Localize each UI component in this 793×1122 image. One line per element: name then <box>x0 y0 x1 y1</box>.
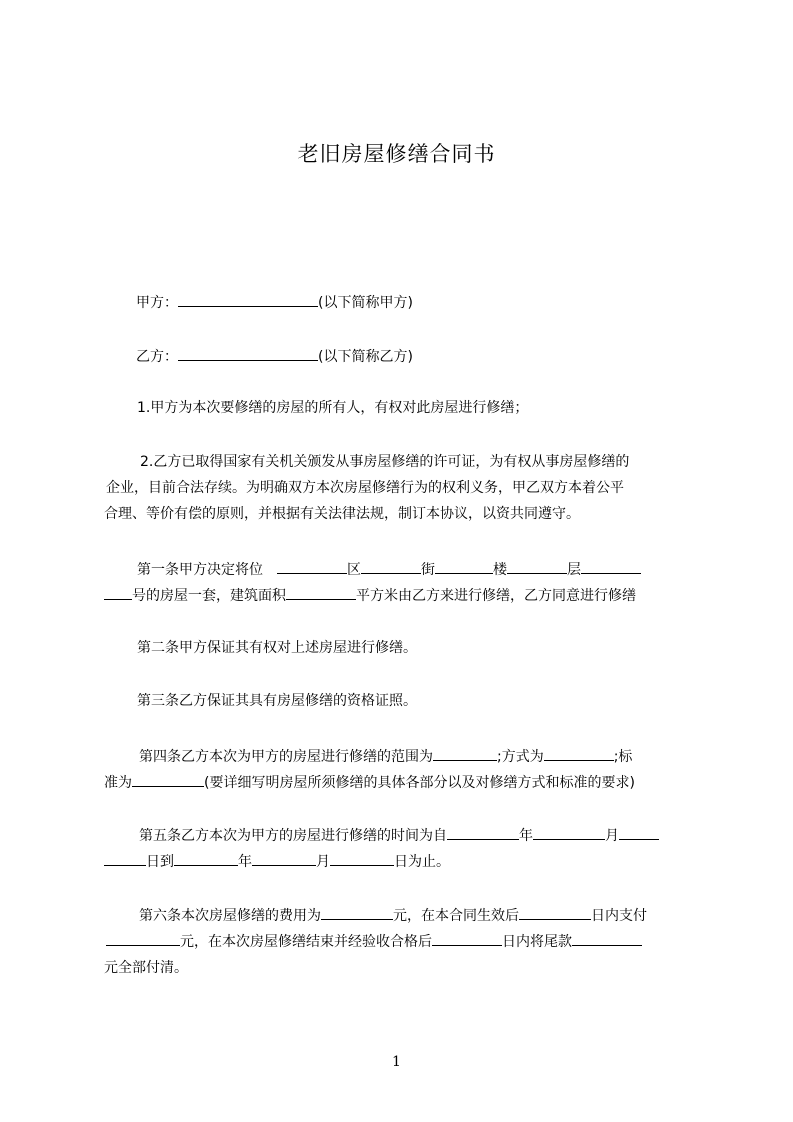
start-month-label: 月 <box>605 828 619 844</box>
standard-blank <box>132 771 204 787</box>
end-day-label: 日为止。 <box>394 854 450 870</box>
area-blank <box>286 584 356 600</box>
article-5-line-2 <box>104 850 700 872</box>
floor-label: 层 <box>567 562 581 578</box>
building-label: 楼 <box>493 562 507 578</box>
clause-2-line-3: 合理、等价有偿的原则，并根据有关法律法规，制订本协议，以资共同遵守。 <box>104 506 580 522</box>
article-4-line-1 <box>139 745 700 767</box>
scope-blank <box>433 745 497 761</box>
total-fee-blank <box>321 904 393 920</box>
final-payment-days-blank <box>432 930 502 946</box>
district-blank <box>277 558 347 574</box>
party-b-line <box>136 345 413 367</box>
building-blank <box>435 558 493 574</box>
article-6-text: 第六条本次房屋修缮的费用为 <box>139 908 321 924</box>
party-a-blank <box>178 291 318 307</box>
number-blank-start <box>581 558 641 574</box>
end-month-label: 月 <box>316 854 330 870</box>
start-year-label: 年 <box>519 828 533 844</box>
article-4-line-2 <box>104 771 700 793</box>
article-6-line-3: 元全部付清。 <box>104 960 188 976</box>
article-6-pay-text: 日内支付 <box>591 908 647 924</box>
start-month-blank <box>533 824 605 840</box>
article-3: 第三条乙方保证其具有房屋修缮的资格证照。 <box>137 693 417 709</box>
standard-label-end: 准为 <box>104 775 132 791</box>
street-label: 街 <box>421 562 435 578</box>
end-year-label: 年 <box>238 854 252 870</box>
end-month-blank <box>252 850 316 866</box>
article-4-note: (要详细写明房屋所须修缮的具体各部分以及对修缮方式和标准的要求) <box>204 775 635 791</box>
article-1-line-1 <box>137 558 700 580</box>
standard-label-start: ;标 <box>613 749 633 765</box>
end-date-label: 日到 <box>146 854 174 870</box>
start-year-blank <box>447 824 519 840</box>
article-1-text: 第一条甲方决定将位 <box>137 562 263 578</box>
method-label: ;方式为 <box>497 749 544 765</box>
article-6-line-1 <box>139 904 700 926</box>
party-b-blank <box>178 345 318 361</box>
end-day-blank <box>330 850 394 866</box>
end-year-blank <box>174 850 238 866</box>
clause-2-line-2: 企业，目前合法存续。为明确双方本次房屋修缮行为的权利义务，甲乙双方本着公平 <box>106 480 624 496</box>
article-6-acceptance-text: 元，在本次房屋修缮结束并经验收合格后 <box>180 934 432 950</box>
start-day-blank-start <box>619 824 659 840</box>
party-a-label: 甲方： <box>136 295 178 311</box>
article-6-line-2 <box>106 930 700 952</box>
party-b-suffix: (以下简称乙方) <box>318 349 413 365</box>
first-payment-days-blank <box>519 904 591 920</box>
article-5-text: 第五条乙方本次为甲方的房屋进行修缮的时间为自 <box>139 828 447 844</box>
final-payment-blank <box>572 930 642 946</box>
floor-blank <box>507 558 567 574</box>
district-label: 区 <box>347 562 361 578</box>
article-6-effective-text: 元，在本合同生效后 <box>393 908 519 924</box>
final-payment-label: 日内将尾款 <box>502 934 572 950</box>
clause-2-line-1: 2.乙方已取得国家有关机关颁发从事房屋修缮的许可证，为有权从事房屋修缮的 <box>140 454 630 470</box>
street-blank <box>361 558 421 574</box>
document-title: 老旧房屋修缮合同书 <box>297 142 496 166</box>
article-1-area-text: 平方米由乙方来进行修缮，乙方同意进行修缮 <box>356 588 636 604</box>
party-a-suffix: (以下简称甲方) <box>318 295 413 311</box>
article-1-line-2 <box>104 584 700 606</box>
article-4-scope-text: 第四条乙方本次为甲方的房屋进行修缮的范围为 <box>139 749 433 765</box>
article-5-line-1 <box>139 824 700 846</box>
number-blank-end <box>104 584 132 600</box>
start-day-blank-end <box>104 850 146 866</box>
article-1-house-text: 号的房屋一套，建筑面积 <box>132 588 286 604</box>
first-payment-blank <box>106 930 180 946</box>
clause-1: 1.甲方为本次要修缮的房屋的所有人，有权对此房屋进行修缮； <box>137 400 529 416</box>
party-b-label: 乙方： <box>136 349 178 365</box>
page-number: 1 <box>392 1054 401 1070</box>
method-blank <box>544 745 614 761</box>
party-a-line <box>136 291 413 313</box>
article-2: 第二条甲方保证其有权对上述房屋进行修缮。 <box>137 640 417 656</box>
